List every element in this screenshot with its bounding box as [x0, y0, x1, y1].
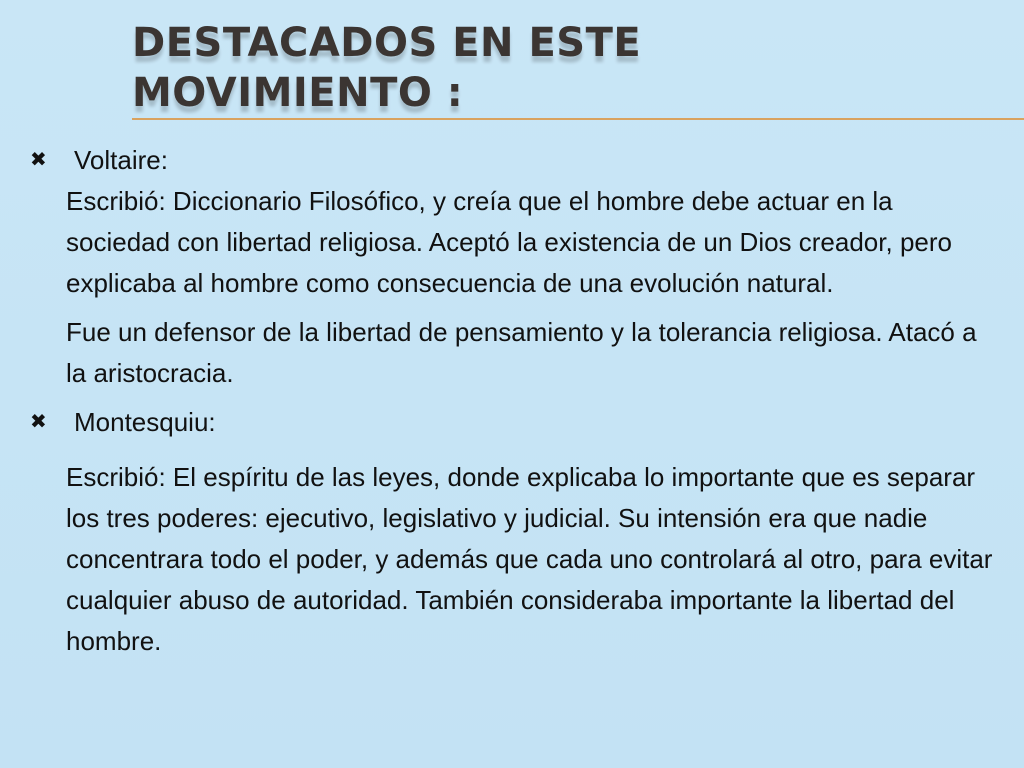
- bullet-heading-montesquiu: Montesquiu:: [74, 407, 216, 437]
- voltaire-paragraph-1: Escribió: Diccionario Filosófico, y creía que el hombre debe actuar en la sociedad con libertad religiosa. Aceptó la existencia de un Dios creador, pero explicaba al hombre como consecuencia de una evolución natural.: [66, 186, 952, 298]
- slide-title: DESTACADOS EN ESTE MOVIMIENTO :: [132, 20, 642, 116]
- slide-content: [28, 140, 998, 662]
- montesquiu-paragraph-1: Escribió: El espíritu de las leyes, donde explicaba lo importante que es separar los tres poderes: ejecutivo, legislativo y judicial. Su intensión era que nadie concentrara todo el poder, y además que cada uno controlará al otro, para evitar cualquier abuso de autoridad. También consideraba importante la libertad del hombre.: [66, 462, 993, 656]
- bullet-voltaire: [28, 140, 998, 181]
- bullet-heading-voltaire: Voltaire:: [74, 145, 168, 175]
- x-bullet-icon: ✖: [30, 411, 47, 433]
- title-divider: [132, 118, 1024, 120]
- x-bullet-icon: ✖: [30, 149, 47, 171]
- bullet-montesquiu: [28, 402, 998, 443]
- voltaire-paragraph-2: Fue un defensor de la libertad de pensamiento y la tolerancia religiosa. Atacó a la aristocracia.: [66, 317, 977, 388]
